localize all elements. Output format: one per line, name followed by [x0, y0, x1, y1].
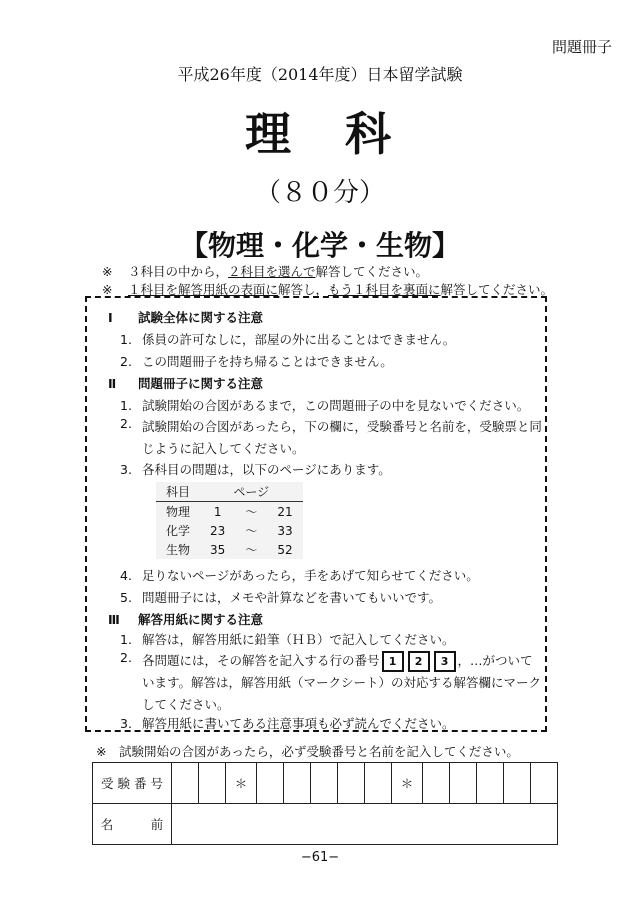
instruction-item [120, 566, 479, 584]
item-number: 4. [120, 568, 132, 583]
bottom-note: ※ 試験開始の合図があったら，必ず受験番号と名前を記入してください。 [96, 744, 519, 759]
note-underlined: もう１科目を裏面に [328, 282, 441, 297]
exam-number-digit-field[interactable] [172, 763, 199, 804]
page-to-cell: 52 [267, 540, 302, 559]
table-header: ページ [200, 482, 303, 502]
range-separator: ～ [235, 521, 267, 540]
subject-title: 理 科 [245, 107, 395, 161]
subject-cell: 生物 [156, 540, 200, 559]
name-row [93, 804, 558, 845]
table-row [156, 540, 303, 559]
instruction-item [120, 330, 455, 348]
table-header: 科目 [156, 482, 200, 502]
item-text [142, 650, 542, 716]
section-number: Ⅲ [108, 612, 120, 627]
booklet-tag: 問題冊子 [551, 38, 612, 56]
exam-number-asterisk: ＊ [392, 763, 423, 804]
item-number: 5. [120, 590, 132, 605]
page-number: −61− [300, 850, 340, 865]
subject-cell: 物理 [156, 502, 200, 522]
sub-subjects: 【物理・化学・生物】 [179, 229, 460, 262]
item-number: 1. [120, 332, 132, 347]
section-heading [108, 374, 263, 392]
item-number: 3. [120, 462, 132, 477]
instruction-item [120, 396, 529, 414]
instruction-item [120, 352, 393, 370]
note-text: 解答してください。 [440, 282, 554, 297]
exam-number-digit-field[interactable] [504, 763, 531, 804]
note-mark: ※ [102, 264, 113, 279]
subject-page-table [156, 482, 303, 559]
range-separator: ～ [235, 540, 267, 559]
section-title: 試験全体に関する注意 [138, 310, 264, 325]
item-text: 試験開始の合図があったら，下の欄に，受験番号と名前を，受験票と同じように記入してください。 [142, 419, 542, 456]
item-text: この問題冊子を持ち帰ることはできません。 [142, 354, 393, 369]
instruction-item [120, 630, 455, 648]
page-to-cell: 21 [267, 502, 302, 522]
section-number: Ⅱ [108, 376, 117, 391]
section-heading [108, 308, 263, 326]
answer-row-number-box: 3 [434, 651, 456, 672]
section-title: 解答用紙に関する注意 [138, 612, 264, 627]
exam-year-heading: 平成26年度（2014年度）日本留学試験 [177, 65, 463, 84]
item-text-part: ，…がついています。解答は，解答用紙（マークシート）の対応する解答欄にマークしてください。 [142, 653, 542, 712]
exam-number-digit-field[interactable] [531, 763, 558, 804]
answer-row-number-box: 1 [382, 651, 404, 672]
exam-number-digit-field[interactable] [365, 763, 392, 804]
exam-number-row [93, 763, 558, 804]
item-text: 各科目の問題は，以下のページにあります。 [142, 462, 391, 477]
note-mark: ※ [102, 282, 113, 297]
section-title: 問題冊子に関する注意 [138, 376, 264, 391]
item-text: 解答用紙に書いてある注意事項も必ず読んでください。 [142, 716, 455, 731]
item-text-part: 各問題には，その解答を記入する行の番号 [142, 653, 380, 668]
instruction-item [120, 714, 455, 732]
item-number: 1. [120, 398, 132, 413]
exam-number-name-form [92, 762, 558, 845]
exam-number-digit-field[interactable] [450, 763, 477, 804]
instruction-item [120, 460, 391, 478]
exam-number-label: 受 験 番 号 [93, 763, 172, 804]
item-number: 1. [120, 632, 132, 647]
note-text: 解答してください。 [315, 264, 429, 279]
instruction-item [120, 588, 441, 606]
section-heading [108, 610, 263, 628]
table-row [156, 502, 303, 522]
item-text: 試験開始の合図があるまで，この問題冊子の中を見ないでください。 [142, 398, 530, 413]
exam-number-asterisk: ＊ [226, 763, 257, 804]
name-label: 名 前 [93, 804, 172, 845]
page-to-cell: 33 [267, 521, 302, 540]
subject-cell: 化学 [156, 521, 200, 540]
item-text: 係員の許可なしに，部屋の外に出ることはできません。 [142, 332, 456, 347]
answer-form [92, 762, 558, 845]
answer-row-number-box: 2 [408, 651, 430, 672]
name-field[interactable] [172, 804, 558, 845]
exam-number-digit-field[interactable] [311, 763, 338, 804]
item-number: 3. [120, 716, 132, 731]
range-separator: ～ [235, 502, 267, 522]
exam-number-digit-field[interactable] [477, 763, 504, 804]
exam-number-digit-field[interactable] [199, 763, 226, 804]
exam-number-digit-field[interactable] [257, 763, 284, 804]
instruction-item [120, 416, 542, 460]
note-underlined: ２科目を選んで [228, 264, 316, 279]
item-text: 問題冊子には，メモや計算などを書いてもいいです。 [142, 590, 442, 605]
item-text: 足りないページがあったら，手をあげて知らせてください。 [142, 568, 479, 583]
section-number: Ⅰ [108, 310, 113, 325]
exam-number-digit-field[interactable] [338, 763, 365, 804]
note-text: ３科目の中から， [128, 264, 229, 279]
note-text: 解答し， [278, 282, 329, 297]
page-from-cell: 1 [200, 502, 235, 522]
item-number: 2. [120, 354, 132, 369]
page-table-container [156, 482, 303, 559]
page-from-cell: 23 [200, 521, 235, 540]
table-row [156, 521, 303, 540]
item-number: 2. [120, 650, 132, 665]
item-number: 2. [120, 416, 132, 431]
note-choose-subjects [102, 262, 428, 280]
instruction-item [120, 650, 542, 716]
page-from-cell: 35 [200, 540, 235, 559]
item-text: 解答は，解答用紙に鉛筆（ＨＢ）で記入してください。 [142, 632, 455, 647]
exam-number-digit-field[interactable] [423, 763, 450, 804]
exam-number-digit-field[interactable] [284, 763, 311, 804]
note-underlined: １科目を解答用紙の表面に [128, 282, 279, 297]
exam-duration: （８０分） [254, 178, 385, 208]
